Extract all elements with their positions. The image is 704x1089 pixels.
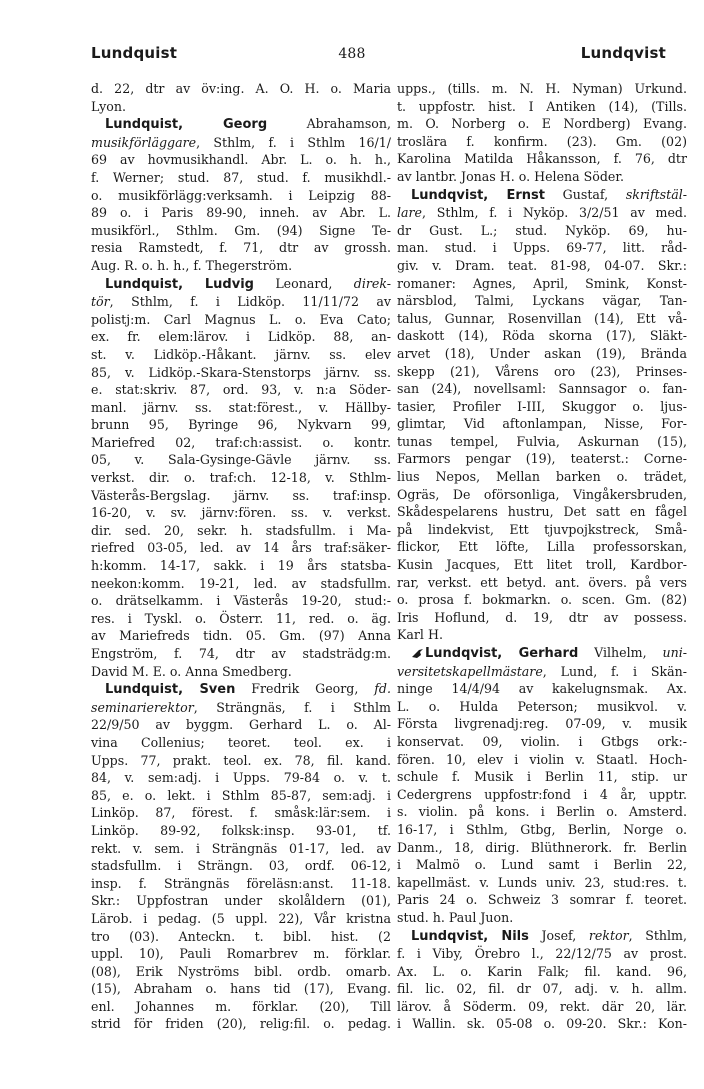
- occupation-title: seminarierektor: [91, 699, 194, 715]
- entry-text-line: fil. lic. 02, fil. dr 07, adj. v. h. allm.: [397, 981, 687, 997]
- entry-headword-line: [397, 644, 687, 663]
- entry-text-line: Linköp. 89-92, folksk:insp. 93-01, tf.: [91, 822, 391, 838]
- entry-text-line: brunn 95, Byringe 96, Nykvarn 99,: [91, 417, 391, 433]
- entry-text-line: vina Collenius; teoret. teol. ex. i: [91, 734, 391, 750]
- entry-text-line: 84, v. sem:adj. i Upps. 79-84 o. v. t.: [91, 770, 391, 786]
- entry-text: , Sthlm, f. i Nyköp. 3/2/51 av med.: [422, 205, 687, 221]
- entry-text-line: kapellmäst. v. Lunds univ. 23, stud:res. t.: [397, 874, 687, 890]
- entry-title-line: [397, 663, 687, 681]
- entry-text-line: i Malmö o. Lund samt i Berlin 22,: [397, 857, 687, 873]
- entry-text-line: Paris 24 o. Schweiz 3 somrar f. teoret.: [397, 892, 687, 908]
- entry-text: , Strängnäs, f. i Sthlm: [193, 699, 391, 715]
- entry-text-line: 05, v. Sala-Gysinge-Gävle järnv. ss.: [91, 452, 391, 468]
- entry-text-line: dr Gust. L.; stud. Nyköp. 69, hu-: [397, 222, 687, 238]
- entry-text-line: insp. f. Strängnäs föreläsn:anst. 11-18.: [91, 875, 391, 891]
- entry-text-line: 22/9/50 av byggm. Gerhard L. o. Al-: [91, 717, 391, 733]
- entry-text-line: L. o. Hulda Peterson; musikvol. v.: [397, 698, 687, 714]
- entry-text: Abrahamson,: [267, 116, 391, 132]
- entry-text-line: konservat. 09, violin. i Gtbgs ork:-: [397, 733, 687, 749]
- entry-text-line: upps., (tills. m. N. H. Nyman) Urkund.: [397, 81, 687, 96]
- entry-text-line: på lindekvist, Ett tjuvpojkstreck, Små-: [397, 521, 687, 537]
- left-column: [91, 80, 391, 1033]
- entry-text-line: troslära f. konfirm. (23). Gm. (02): [397, 133, 687, 149]
- entry-text-line: st. v. Lidköp.-Håkant. järnv. ss. elev: [91, 346, 391, 362]
- entry-text-line: tunas tempel, Fulvia, Askurnan (15),: [397, 433, 687, 449]
- entry-text-line: f. i Viby, Örebro l., 22/12/75 av prost.: [397, 946, 687, 962]
- entry-text-line: strid för friden (20), relig:fil. o. pedag.: [91, 1016, 391, 1032]
- entry-text-line: Lyon.: [91, 98, 126, 114]
- entry-text-line: David M. E. o. Anna Smedberg.: [91, 663, 292, 679]
- headword: Lundquist, Sven: [105, 682, 236, 698]
- entry-title-line: [91, 293, 391, 311]
- headword: Lundqvist, Ernst: [411, 187, 545, 203]
- entry-title-line: [91, 699, 391, 717]
- entry-text-line: neekon:komm. 19-21, led. av stadsfullm.: [91, 575, 391, 591]
- entry-text-line: flickor, Ett löfte, Lilla professorskan,: [397, 539, 687, 555]
- entry-text-line: glimtar, Vid aftonlampan, Nisse, For-: [397, 416, 687, 432]
- entry-text-line: stadsfullm. i Strängn. 03, ordf. 06-12,: [91, 858, 391, 874]
- page-number: 488: [338, 46, 366, 62]
- entry-text-line: tro (03). Anteckn. t. bibl. hist. (2: [91, 928, 391, 944]
- entry-text-line: dir. sed. 20, sekr. h. stadsfullm. i Ma-: [91, 522, 391, 538]
- entry-text-line: lärov. å Söderm. 09, rekt. där 20, lär.: [397, 998, 687, 1014]
- entry-text-line: o. drätselkamm. i Västerås 19-20, stud:-: [91, 593, 391, 609]
- entry-text-line: Cedergrens uppfostr:fond i 4 år, upptr.: [397, 786, 687, 802]
- entry-text-line: lius Nepos, Mellan barken o. trädet,: [397, 469, 687, 485]
- entry-text-line: Mariefred 02, traf:ch:assist. o. kontr.: [91, 434, 391, 450]
- entry-text-line: f. Werner; stud. 87, stud. f. musikhdl.-: [91, 169, 391, 185]
- entry-text-line: Danm., 18, dirig. Blüthnerork. fr. Berlin: [397, 839, 687, 855]
- occupation-title: tör: [91, 294, 110, 310]
- entry-text-line: skepp (21), Vårens oro (23), Prinses-: [397, 363, 687, 379]
- entry-text: , Sthlm, f. i Lidköp. 11/11/72 av: [109, 294, 391, 310]
- occupation-title: skriftstäl-: [625, 186, 687, 202]
- entry-text-line: Engström, f. 74, dtr av stadsträdg:m.: [91, 646, 391, 661]
- entry-headword-line: [91, 115, 391, 134]
- headword: Lundquist, Ludvig: [105, 276, 254, 292]
- entry-text-line: 16-20, v. sv. järnv:fören. ss. v. verkst.: [91, 505, 391, 521]
- entry-text-line: arvet (18), Under askan (19), Brända: [397, 345, 687, 361]
- entry-text-line: 69 av hovmusikhandl. Abr. L. o. h. h.,: [91, 152, 391, 168]
- entry-text-line: o. prosa f. bokmarkn. o. scen. Gm. (82): [397, 592, 687, 608]
- entry-text-line: Kusin Jacques, Ett litet troll, Kardbor-: [397, 557, 687, 573]
- occupation-title: rektor: [588, 927, 629, 943]
- entry-text-line: Lärob. i pedag. (5 uppl. 22), Vår kristna: [91, 910, 391, 926]
- entry-text-line: av lantbr. Jonas H. o. Helena Söder.: [397, 168, 625, 184]
- occupation-title: direk-: [353, 275, 391, 291]
- entry-text-line: 16-17, i Sthlm, Gtbg, Berlin, Norge o.: [397, 821, 687, 837]
- entry-text-line: 85, e. o. lekt. i Sthlm 85-87, sem:adj. i: [91, 787, 391, 803]
- entry-text-line: tasier, Profiler I-III, Skuggor o. ljus-: [397, 398, 687, 414]
- entry-text-line: o. musikförlägg:verksamh. i Leipzig 88-: [91, 187, 391, 203]
- entry-text-line: Skr.: Uppfostran under skolåldern (01),: [91, 893, 391, 909]
- entry-title-line: [397, 204, 687, 222]
- entry-text: Josef,: [528, 927, 589, 943]
- entry-text-line: Linköp. 87, förest. f. småsk:lär:sem. i: [91, 805, 391, 821]
- entry-text-line: resia Ramstedt, f. 71, dtr av grossh.: [91, 240, 391, 256]
- entry-text-line: d. 22, dtr av öv:ing. A. O. H. o. Maria: [91, 81, 391, 96]
- running-head-left: Lundquist: [91, 44, 178, 62]
- entry-text: , Sthlm,: [628, 927, 687, 943]
- entry-text-line: Ax. L. o. Karin Falk; fil. kand. 96,: [397, 963, 687, 979]
- entry-text-line: närsblod, Talmi, Lyckans vägar, Tan-: [397, 293, 687, 309]
- entry-text-line: s. violin. på kons. i Berlin o. Amsterd.: [397, 804, 687, 820]
- entry-text-line: daskott (14), Röda skorna (17), Släkt-: [397, 328, 687, 344]
- entry-text-line: san (24), novellsaml: Sannsagor o. fan-: [397, 381, 687, 397]
- occupation-title: uni-: [662, 645, 687, 660]
- entry-text: Fredrik Georg,: [235, 681, 375, 697]
- entry-text-line: talus, Gunnar, Rosenvillan (14), Ett vå-: [397, 310, 687, 326]
- entry-text-line: schule f. Musik i Berlin 11, stip. ur: [397, 769, 687, 785]
- entry-text-line: Upps. 77, prakt. teol. ex. 78, fil. kand.: [91, 752, 391, 768]
- entry-text-line: musikförl., Sthlm. Gm. (94) Signe Te-: [91, 222, 391, 238]
- entry-text-line: man. stud. i Upps. 69-77, litt. råd-: [397, 240, 687, 256]
- entry-text-line: Skådespelarens hustru, Det satt en fågel: [397, 504, 687, 520]
- entry-text-line: Farmors pengar (19), teaterst.: Corne-: [397, 451, 687, 467]
- occupation-title: versitetskapellmästare: [397, 663, 543, 679]
- entry-text-line: 85, v. Lidköp.-Skara-Stenstorps järnv. ss.: [91, 364, 391, 380]
- running-head-right: Lundqvist: [580, 44, 666, 62]
- entry-text-line: uppl. 10), Pauli Romarbrev m. förklar.: [91, 946, 391, 962]
- entry-text-line: Aug. R. o. h. h., f. Thegerström.: [91, 257, 293, 273]
- entry-text-line: Karolina Matilda Håkansson, f. 76, dtr: [397, 151, 687, 167]
- entry-text-line: ninge 14/4/94 av kakelugnsmak. Ax.: [397, 681, 687, 697]
- entry-text-line: enl. Johannes m. förklar. (20), Till: [91, 998, 391, 1014]
- entry-headword-line: [91, 680, 391, 699]
- entry-text-line: t. uppfostr. hist. I Antiken (14), (Tills.: [397, 98, 687, 114]
- entry-text-line: e. stat:skriv. 87, ord. 93, v. n:a Söder-: [91, 382, 391, 398]
- entry-text-line: h:komm. 14-17, sakk. i 19 års statsba-: [91, 558, 391, 574]
- entry-text: Gustaf,: [544, 186, 626, 202]
- entry-text-line: fören. 10, elev i violin v. Staatl. Hoch-: [397, 751, 687, 767]
- entry-text: Leonard,: [253, 275, 354, 291]
- entry-text-line: rekt. v. sem. i Strängnäs 01-17, led. av: [91, 840, 391, 856]
- entry-text-line: (08), Erik Nyströms bibl. ordb. omarb.: [91, 963, 391, 979]
- entry-text-line: Ogräs, De oförsonliga, Vingåkersbruden,: [397, 486, 687, 502]
- entry-text-line: stud. h. Paul Juon.: [397, 909, 514, 925]
- entry-text-line: av Mariefreds tidn. 05. Gm. (97) Anna: [91, 628, 391, 644]
- entry-text-line: polistj:m. Carl Magnus L. o. Eva Cato;: [91, 311, 391, 327]
- headword: Lundquist, Georg: [105, 117, 268, 133]
- entry-text: , Lund, f. i Skän-: [542, 663, 687, 679]
- entry-text-line: Västerås-Bergslag. järnv. ss. traf:insp.: [91, 487, 391, 503]
- entry-headword-line: [397, 186, 687, 205]
- entry-text-line: 89 o. i Paris 89-90, inneh. av Abr. L.: [91, 205, 391, 221]
- entry-text-line: verkst. dir. o. traf:ch. 12-18, v. Sthlm-: [91, 470, 391, 486]
- entry-text-line: giv. v. Dram. teat. 81-98, 04-07. Skr.:: [397, 257, 687, 273]
- entry-headword-line: [91, 275, 391, 294]
- entry-text-line: riefred 03-05, led. av 14 års traf:säker-: [91, 540, 391, 556]
- entry-title-line: [91, 134, 391, 152]
- headword: Lundqvist, Nils: [411, 928, 529, 944]
- entry-text-line: ex. fr. elem:lärov. i Lidköp. 88, an-: [91, 329, 391, 345]
- entry-text-line: Första livgrenadj:reg. 07-09, v. musik: [397, 716, 687, 732]
- right-column: [397, 80, 687, 1033]
- entry-text-line: rar, verkst. ett betyd. ant. övers. på vers: [397, 574, 687, 590]
- entry-text-line: i Wallin. sk. 05-08 o. 09-20. Skr.: Kon-: [397, 1016, 687, 1032]
- pointing-hand-icon: [411, 644, 425, 662]
- entry-text-line: manl. järnv. ss. stat:förest., v. Hällby-: [91, 399, 391, 415]
- entry-headword-line: [397, 927, 687, 946]
- occupation-title: lare: [397, 205, 423, 221]
- entry-text-line: (15), Abraham o. hans tid (17), Evang.: [91, 981, 391, 997]
- occupation-title: fd.: [374, 681, 391, 697]
- entry-text: Vilhelm,: [578, 645, 663, 660]
- entry-text-line: romaner: Agnes, April, Smink, Konst-: [397, 275, 687, 291]
- entry-text-line: Karl H.: [397, 627, 443, 643]
- entry-text-line: Iris Hoflund, d. 19, dtr av possess.: [397, 609, 687, 625]
- occupation-title: musikförläggare: [91, 134, 197, 150]
- entry-text-line: res. i Tyskl. o. Österr. 11, red. o. äg.: [91, 610, 391, 626]
- entry-text-line: m. O. Norberg o. E Nordberg) Evang.: [397, 116, 687, 132]
- headword: Lundqvist, Gerhard: [425, 646, 579, 661]
- entry-text: , Sthlm, f. i Sthlm 16/1/: [196, 134, 391, 150]
